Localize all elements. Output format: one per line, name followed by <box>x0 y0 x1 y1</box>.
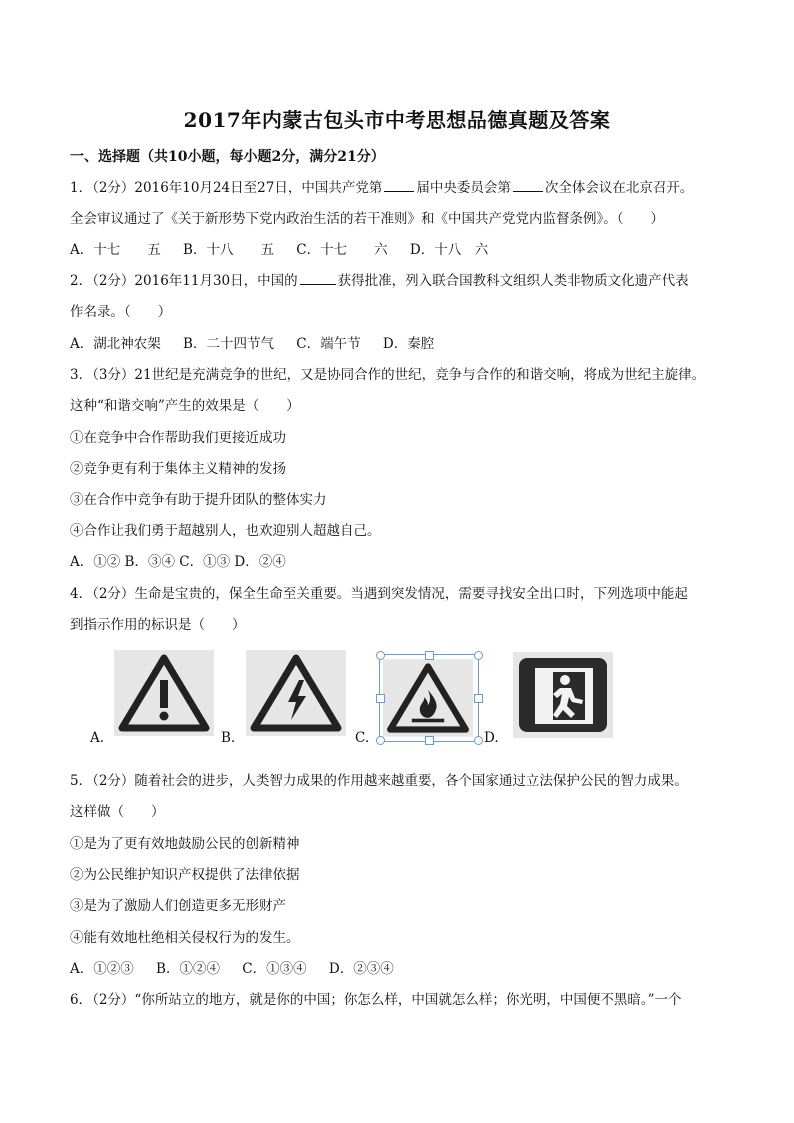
q5-line1: 5．（2分）随着社会的进步，人类智力成果的作用越来越重要，各个国家通过立法保护公民的智力成果。 <box>70 773 688 789</box>
q2-option-b[interactable]: B．二十四节气 <box>183 336 274 352</box>
q5-options <box>70 957 412 977</box>
q1-blank-2 <box>513 179 543 192</box>
q5-option-a[interactable]: A．①②③ <box>70 961 134 977</box>
q1-options <box>70 238 506 258</box>
q5-option-b[interactable]: B．①②④ <box>156 961 220 977</box>
q5-item-1: ①是为了更有效地鼓励公民的创新精神 <box>70 836 300 852</box>
emergency-exit-icon[interactable] <box>513 652 613 738</box>
q1-option-c[interactable]: C．十七 六 <box>296 242 388 258</box>
resize-handle-ne[interactable] <box>474 651 483 660</box>
q6-line1: 6．（2分）“你所站立的地方，就是你的中国；你怎么样，中国就怎么样；你光明，中国便不黑暗。”一个 <box>70 992 682 1008</box>
q4-label-d: D. <box>484 730 499 746</box>
q3-options[interactable]: A．①② B．③④ C．①③ D．②④ <box>70 554 286 570</box>
q1-option-d[interactable]: D．十八 六 <box>409 242 489 258</box>
exclamation-warning-icon[interactable] <box>114 650 214 736</box>
resize-handle-e[interactable] <box>474 694 483 703</box>
q3-item-1: ①在竞争中合作帮助我们更接近成功 <box>70 430 286 446</box>
q4-label-a: A. <box>90 730 105 746</box>
q1-line1: 1．（2分）2016年10月24日至27日，中国共产党第 届中央委员会第 次全体会议在北京召开。 <box>70 180 694 196</box>
q2-line1: 2．（2分）2016年11月30日，中国的 获得批准，列入联合国教科文组织人类非物质文化遗产代表 <box>70 273 689 289</box>
q4-line1: 4．（2分）生命是宝贵的，保全生命至关重要。当遇到突发情况，需要寻找安全出口时，下列选项中能起 <box>70 586 688 602</box>
q1-blank-1 <box>384 179 414 192</box>
q2-option-c[interactable]: C．端午节 <box>296 336 361 352</box>
section-heading: 一、选择题（共10小题，每小题2分，满分21分） <box>70 149 385 165</box>
q4-label-b: B. <box>221 730 236 746</box>
q2-option-a[interactable]: A．湖北神农架 <box>70 336 161 352</box>
q5-option-c[interactable]: C．①③④ <box>242 961 307 977</box>
q2-line2: 作名录。（ ） <box>70 304 172 320</box>
q5-item-4: ④能有效地杜绝相关侵权行为的发生。 <box>70 930 300 946</box>
resize-handle-nw[interactable] <box>376 651 385 660</box>
q1-option-b[interactable]: B．十八 五 <box>183 242 274 258</box>
resize-handle-w[interactable] <box>376 694 385 703</box>
fire-warning-icon[interactable] <box>383 658 473 738</box>
resize-handle-s[interactable] <box>425 736 434 745</box>
q3-line2: 这种“和谐交响”产生的效果是（ ） <box>70 398 300 414</box>
q5-line2: 这样做（ ） <box>70 804 165 820</box>
q3-line1: 3．（3分）21世纪是充满竞争的世纪，又是协同合作的世纪，竞争与合作的和谐交响，将成为世纪主旋律。 <box>70 367 706 383</box>
resize-handle-sw[interactable] <box>376 736 385 745</box>
q2-options <box>70 332 452 352</box>
page-title: 2017年内蒙古包头市中考思想品德真题及答案 <box>183 108 611 132</box>
q5-option-d[interactable]: D．②③④ <box>328 961 394 977</box>
q4-sign-options <box>88 650 628 750</box>
q3-item-2: ②竞争更有利于集体主义精神的发扬 <box>70 461 286 477</box>
q4-label-c: C. <box>355 730 370 746</box>
resize-handle-se[interactable] <box>474 736 483 745</box>
electric-shock-warning-icon[interactable] <box>246 650 346 736</box>
q3-item-4: ④合作让我们勇于超越别人，也欢迎别人超越自己。 <box>70 523 381 539</box>
q5-item-3: ③是为了激励人们创造更多无形财产 <box>70 898 286 914</box>
q2-option-d[interactable]: D．秦腔 <box>382 336 435 352</box>
q1-line2: 全会审议通过了《关于新形势下党内政治生活的若干准则》和《中国共产党党内监督条例》。（ ） <box>70 211 664 227</box>
q5-item-2: ②为公民维护知识产权提供了法律依据 <box>70 867 300 883</box>
resize-handle-n[interactable] <box>425 651 434 660</box>
q4-line2: 到指示作用的标识是（ ） <box>70 617 246 633</box>
q1-option-a[interactable]: A．十七 五 <box>70 242 161 258</box>
q2-blank <box>300 272 336 285</box>
q3-item-3: ③在合作中竞争有助于提升团队的整体实力 <box>70 492 327 508</box>
